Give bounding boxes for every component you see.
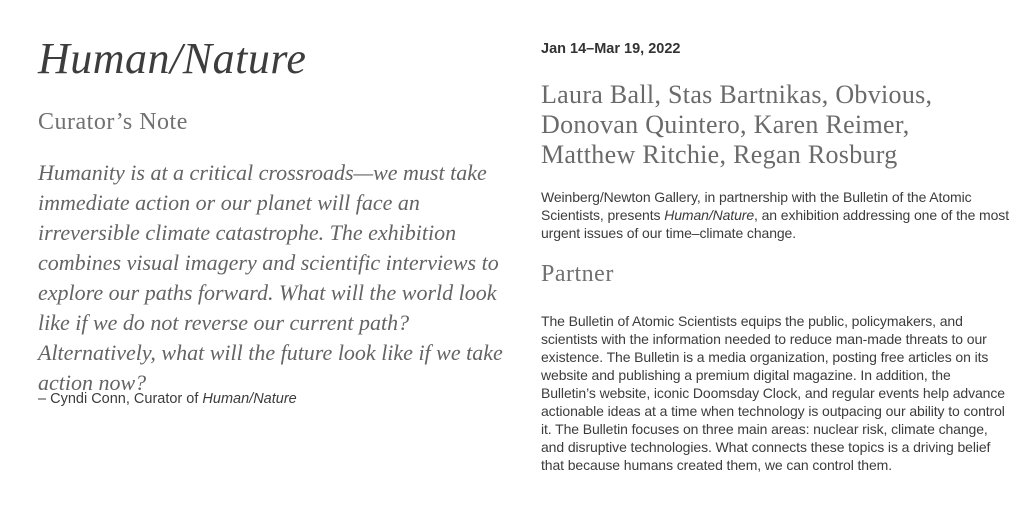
curator-attribution <box>38 390 512 408</box>
attribution-text: – Cyndi Conn, Curator of <box>38 391 203 407</box>
exhibition-dates: Jan 14–Mar 19, 2022 <box>541 41 681 57</box>
intro-exhibition-title: Human/Nature <box>664 207 755 223</box>
curators-note-text: Humanity is at a critical crossroads—we must take immediate action or our planet will face an irreversible climate catastrophe. The exhibition combines visual imagery and scientific interviews to explore our paths forward. What will the world look like if we do not reverse our current path? Alternatively, what will the future look like if we take action now? <box>38 160 503 395</box>
partner-description: The Bulletin of Atomic Scientists equips the public, policymakers, and scientists with the information needed to reduce man-made threats to our existence. The Bulletin is a media organization, posting free articles on its website and publishing a premium digital magazine. In addition, the Bulletin’s website, iconic Doomsday Clock, and regular events help advance actionable ideas at a time when technology is outpacing our ability to control it. The Bulletin focuses on three main areas: nuclear risk, climate change, and disruptive technologies. What connects these topics is a driving belief that because humans created them, we can control them. <box>541 313 1005 473</box>
partner-heading: Partner <box>541 261 614 287</box>
attribution-exhibition-title: Human/Nature <box>202 391 297 407</box>
exhibition-intro <box>541 188 1009 242</box>
intro-text-end: , an exhibition addressing one of the most urgent issues of our time–climate change. <box>541 207 1009 241</box>
intro-text-start: Weinberg/Newton Gallery, in partnership with the Bulletin of the Atomic Scientists, presents <box>541 189 972 223</box>
page-title: Human/Nature <box>38 34 307 83</box>
artist-list: Laura Ball, Stas Bartnikas, Obvious, Donovan Quintero, Karen Reimer, Matthew Ritchie, Regan Rosburg <box>541 80 933 169</box>
curators-note-heading: Curator’s Note <box>38 109 188 135</box>
